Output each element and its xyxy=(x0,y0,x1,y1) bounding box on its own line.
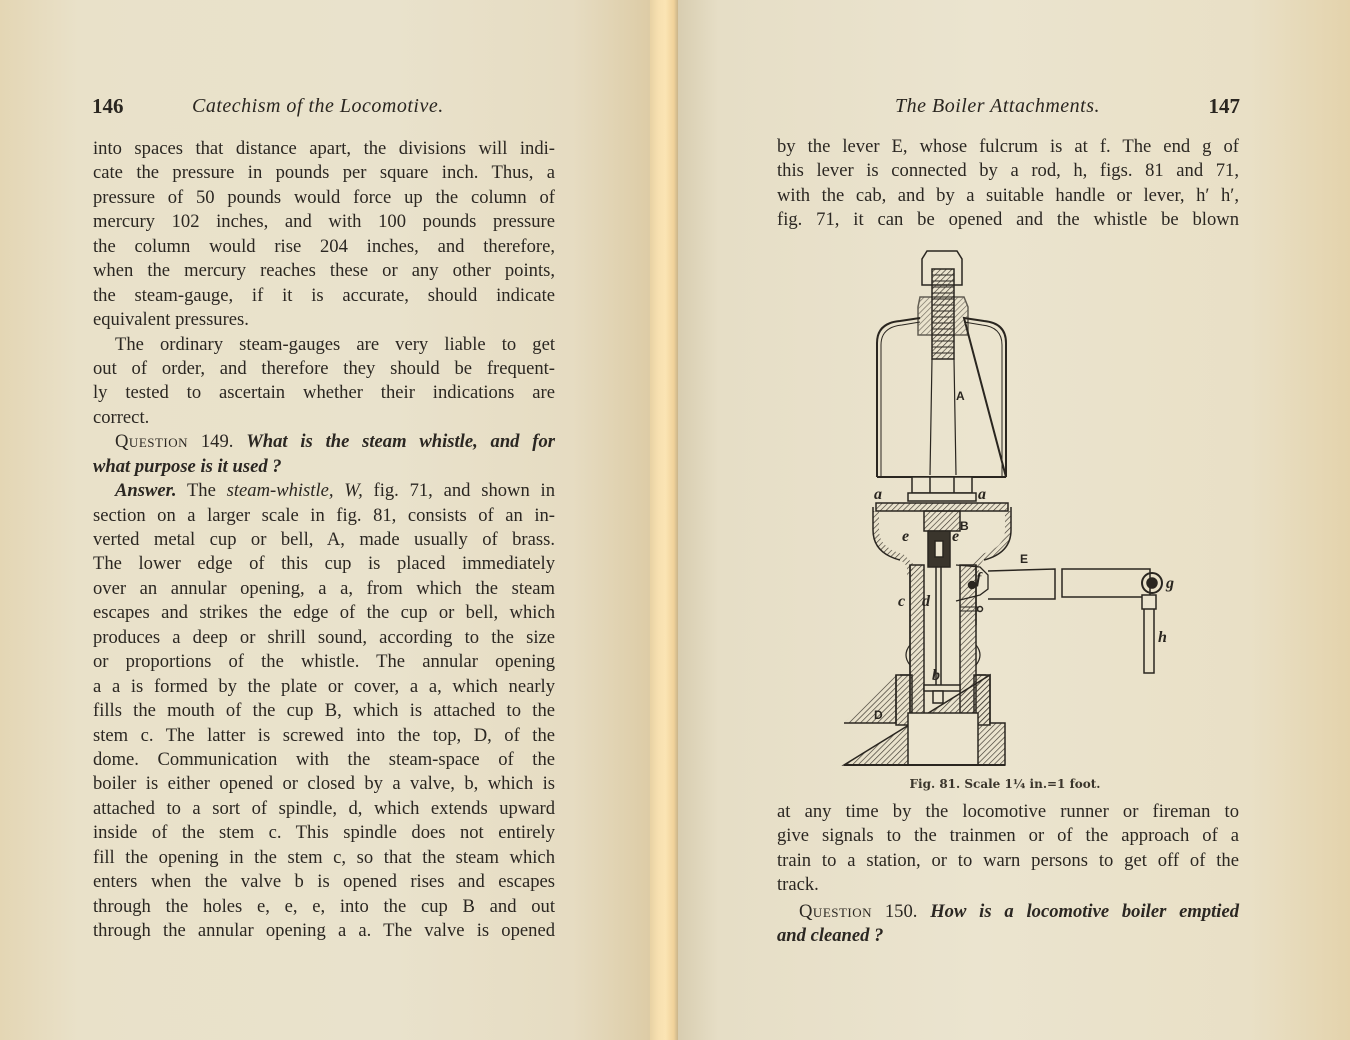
label-D: D xyxy=(874,708,883,722)
text-line: this lever is connected by a rod, h, figs. 81 and 71, xyxy=(777,160,1239,182)
right-running-title: The Boiler Attachments. xyxy=(895,95,1100,117)
label-a-right: a xyxy=(978,486,986,503)
label-b: b xyxy=(932,667,940,684)
text-line: through the annular opening a a. The valve is opened xyxy=(93,920,555,941)
text-line: attached to a sort of spindle, d, which extends upward xyxy=(93,797,555,819)
answer-first-line xyxy=(93,479,555,503)
text-line: correct. xyxy=(93,406,150,428)
steam-whistle-diagram xyxy=(840,245,1190,775)
text-line: give signals to the trainmen or of the approach of a xyxy=(777,825,1239,847)
question-text: How is a locomotive boiler emptied xyxy=(930,900,1239,922)
right-body-text-top xyxy=(777,135,1239,233)
question-150-heading xyxy=(777,900,1239,924)
text-line: boiler is either opened or closed by a valve, b, which is xyxy=(93,773,555,795)
left-page xyxy=(0,0,650,1040)
text-line: dome. Communication with the steam-space of the xyxy=(93,748,555,770)
text-line: produces a deep or shrill sound, according to the size xyxy=(93,626,555,648)
label-d: d xyxy=(922,593,930,610)
label-e-right: e xyxy=(952,528,960,545)
book-spine-gutter xyxy=(650,0,678,1040)
question-number: 149. xyxy=(200,431,234,453)
question-text: What is the steam whistle, and for xyxy=(246,431,555,453)
right-page-number: 147 xyxy=(1208,94,1240,118)
figure-caption: Fig. 81. Scale 1¼ in.=1 foot. xyxy=(909,777,1101,791)
text-line: or proportions of the whistle. The annular opening xyxy=(93,651,555,673)
text-line: The lower edge of this cup is placed immediately xyxy=(93,553,555,575)
text-line: section on a larger scale in fig. 81, consists of an in- xyxy=(93,504,555,526)
text-line: cate the pressure in pounds per square inch. Thus, a xyxy=(93,162,555,184)
text-line: fill the opening in the stem c, so that the steam which xyxy=(93,846,555,868)
question-label: Question xyxy=(115,431,189,453)
text-fragment: steam-whistle, xyxy=(226,480,334,502)
text-line: escapes and strikes the edge of the cup or bell, which xyxy=(93,602,555,624)
text-line: when the mercury reaches these or any other points, xyxy=(93,260,555,282)
left-body-text xyxy=(93,137,555,943)
label-a-left: a xyxy=(874,486,882,503)
question-number: 150. xyxy=(884,900,918,922)
label-A: A xyxy=(956,389,965,403)
text-fragment: W, xyxy=(333,480,363,502)
text-line: verted metal cup or bell, A, made usually of brass. xyxy=(93,529,555,550)
text-line: through the holes e, e, e, into the cup B and out xyxy=(93,895,555,917)
text-line: into spaces that distance apart, the divisions will indi- xyxy=(93,138,555,159)
right-body-text-bottom xyxy=(777,800,1239,949)
text-line: mercury 102 inches, and with 100 pounds pressure xyxy=(93,211,555,233)
label-e-left: e xyxy=(902,528,910,545)
label-E: E xyxy=(1020,552,1029,566)
text-line: fig. 71, it can be opened and the whistle be blown xyxy=(777,209,1239,231)
text-line: ly tested to ascertain whether their indications are xyxy=(93,382,555,404)
steam-whistle-figure xyxy=(840,245,1190,775)
text-line: the column would rise 204 inches, and therefore, xyxy=(93,235,555,257)
question-text-cont: and cleaned ? xyxy=(777,925,884,947)
label-h: h xyxy=(1158,629,1167,646)
text-line: with the cab, and by a suitable handle or lever, h′ h′, xyxy=(777,184,1239,206)
text-fragment: The xyxy=(186,480,227,502)
label-g: g xyxy=(1166,575,1174,592)
text-line: stem c. The latter is screwed into the top, D, of the xyxy=(93,724,555,746)
text-line: by the lever E, whose fulcrum is at f. The end g of xyxy=(777,136,1239,157)
text-line: track. xyxy=(777,874,819,896)
label-B: B xyxy=(960,519,969,533)
text-line: over an annular opening, a a, from which the steam xyxy=(93,577,555,599)
text-line: enters when the valve b is opened rises and escapes xyxy=(93,871,555,893)
right-running-head xyxy=(895,92,1240,120)
text-line: out of order, and therefore they should be frequent- xyxy=(93,357,555,379)
text-line: train to a station, or to warn persons to get off of the xyxy=(777,849,1239,871)
question-label: Question xyxy=(799,900,873,922)
label-c: c xyxy=(898,593,906,610)
text-line: a a is formed by the plate or cover, a a, which nearly xyxy=(93,675,555,697)
text-line: equivalent pressures. xyxy=(93,309,249,331)
text-line: at any time by the locomotive runner or fireman to xyxy=(777,801,1239,822)
left-running-title: Catechism of the Locomotive. xyxy=(192,95,444,117)
question-text-cont: what purpose is it used ? xyxy=(93,455,282,477)
text-line: inside of the stem c. This spindle does not entirely xyxy=(93,822,555,844)
left-running-head xyxy=(92,92,562,120)
label-f: f xyxy=(976,570,982,587)
left-page-number: 146 xyxy=(92,94,124,118)
text-line: pressure of 50 pounds would force up the column of xyxy=(93,186,555,208)
answer-label: Answer. xyxy=(115,480,177,502)
text-line: the steam-gauge, if it is accurate, should indicate xyxy=(93,284,555,306)
question-149-heading xyxy=(93,430,555,454)
text-line: The ordinary steam-gauges are very liable to get xyxy=(115,333,555,355)
text-fragment: fig. 71, and shown in xyxy=(362,480,555,502)
text-line: fills the mouth of the cup B, which is attached to the xyxy=(93,700,555,722)
